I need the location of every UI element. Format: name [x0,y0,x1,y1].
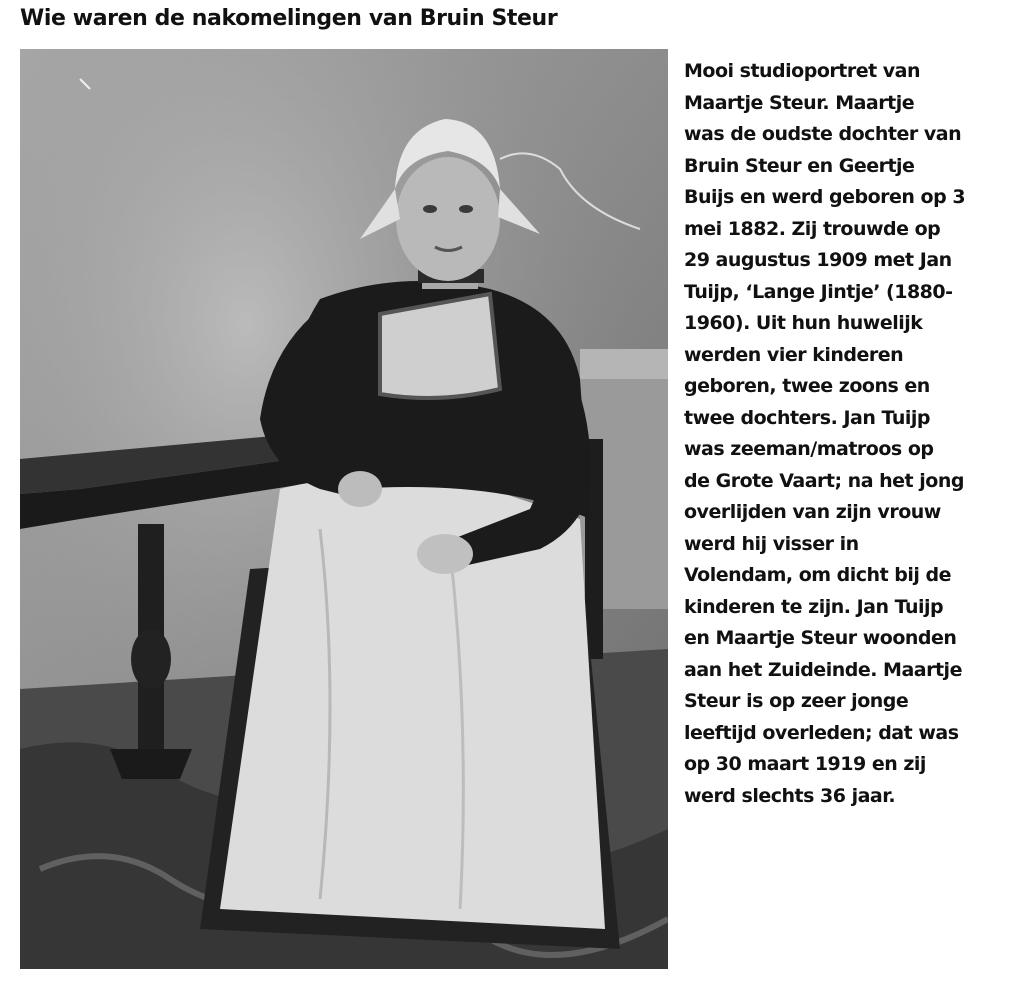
caption-line: was zeeman/matroos op [684,438,934,460]
caption-line: op 30 maart 1919 en zij [684,753,926,775]
caption-line: Volendam, om dicht bij de [684,564,951,586]
portrait-photo-icon [20,49,668,969]
caption-line: 29 augustus 1909 met Jan [684,249,952,271]
caption-line: was de oudste dochter van [684,123,962,145]
caption-line: leeftijd overleden; dat was [684,721,959,744]
portrait-photo [20,49,668,969]
caption-line: twee dochters. Jan Tuijp [684,406,931,429]
caption-text [684,56,1004,812]
caption-line: en Maartje Steur woonden [684,627,957,649]
caption-line: de Grote Vaart; na het jong [684,469,964,492]
caption-line: Bruin Steur en Geertje [684,154,915,177]
caption-line: werden vier kinderen [684,343,904,366]
caption-line: werd slechts 36 jaar. [684,784,896,807]
caption-line: geboren, twee zoons en [684,375,930,397]
caption-line: Steur is op zeer jonge [684,690,909,712]
caption-line: aan het Zuideinde. Maartje [684,658,962,681]
caption-line: 1960). Uit hun huwelijk [684,312,923,334]
caption-line: werd hij visser in [684,532,859,555]
caption-line: Maartje Steur. Maartje [684,91,915,114]
caption-line: overlijden van zijn vrouw [684,501,941,523]
page-title: Wie waren de nakomelingen van Bruin Steur [20,6,558,31]
caption-line: Tuijp, ‘Lange Jintje’ (1880- [684,280,953,303]
caption-line: Mooi studioportret van [684,60,921,82]
caption-line: mei 1882. Zij trouwde op [684,217,941,240]
caption-line: kinderen te zijn. Jan Tuijp [684,595,944,618]
caption-line: Buijs en werd geboren op 3 [684,186,966,208]
